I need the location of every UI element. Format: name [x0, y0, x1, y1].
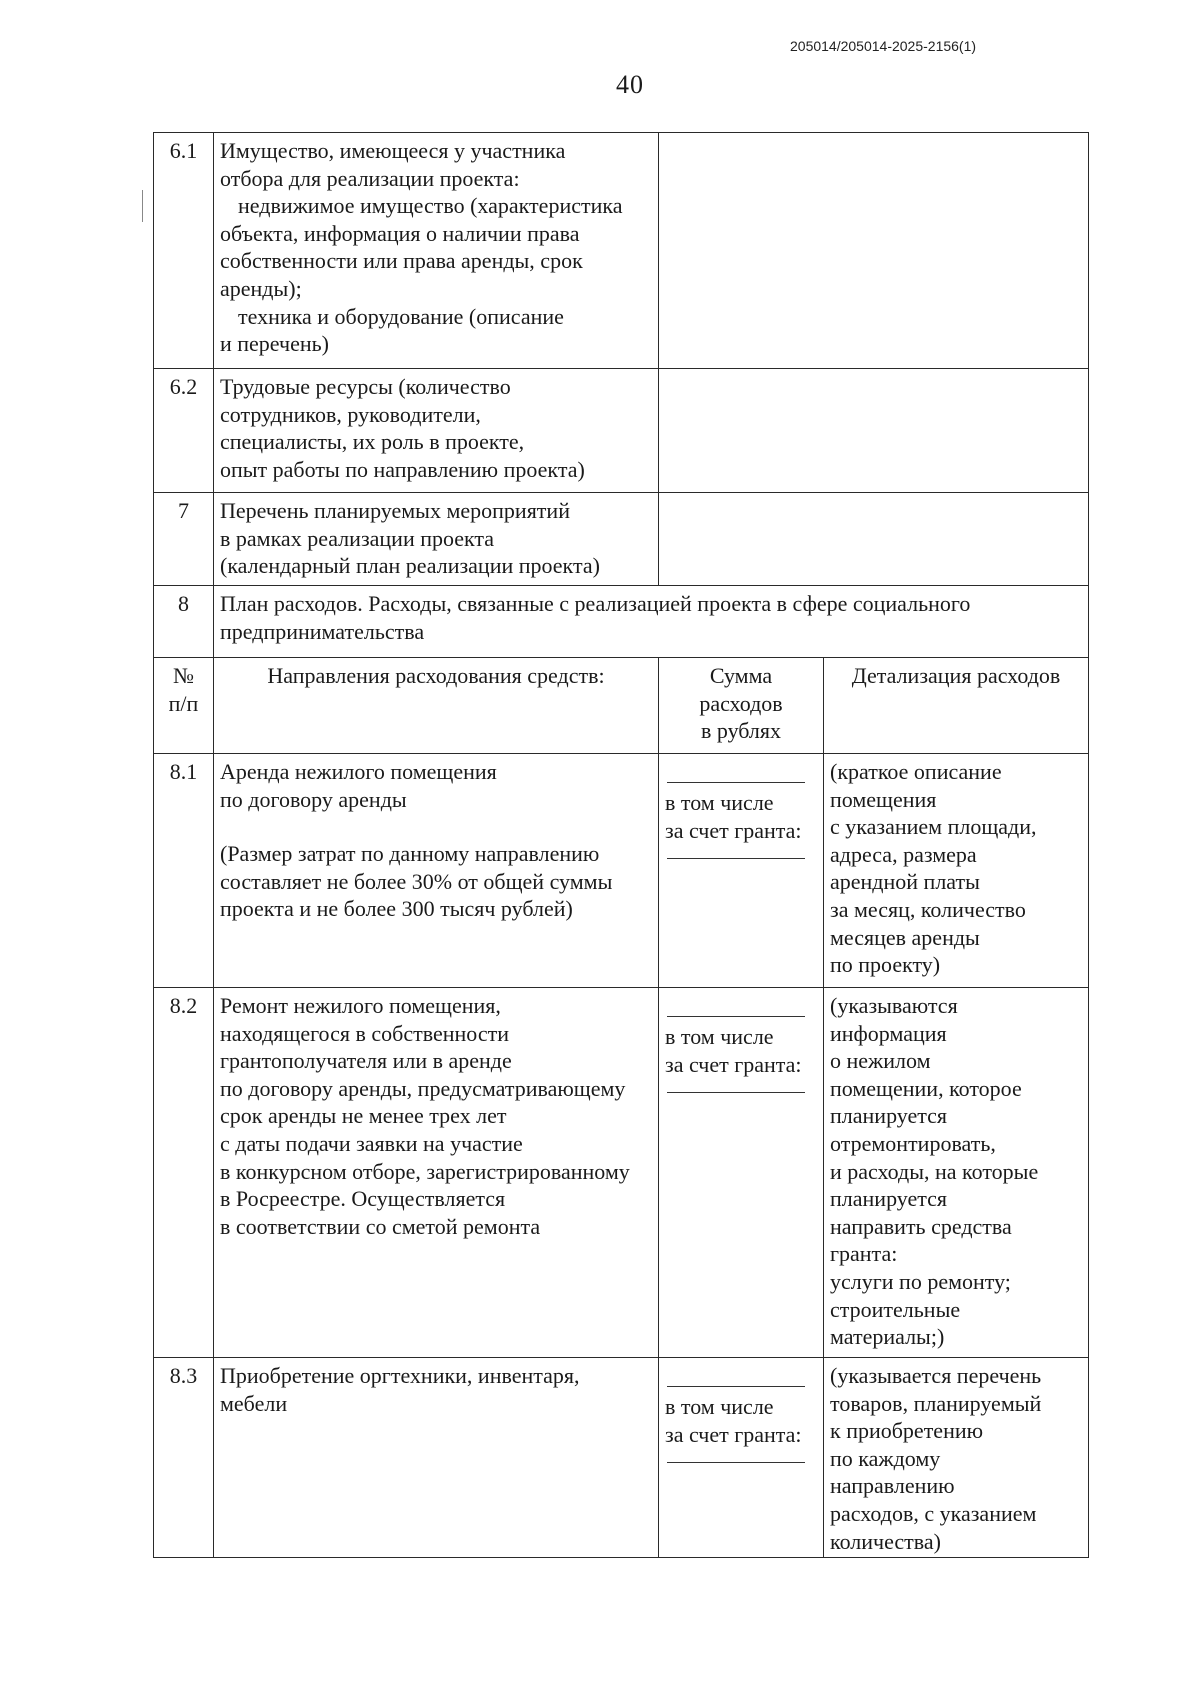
text-line: Трудовые ресурсы (количество [220, 374, 511, 399]
text-line: № [173, 663, 194, 688]
text-line: Ремонт нежилого помещения, [220, 993, 501, 1018]
grant-label: за счет гранта: [665, 1051, 802, 1077]
text-line: Имущество, имеющееся у участника [220, 138, 566, 163]
header-direction [214, 658, 659, 754]
sum-cell[interactable] [659, 1358, 824, 1558]
answer-cell[interactable] [659, 369, 1089, 493]
text-line: направить средства [830, 1213, 1012, 1239]
text-line: по проекту) [830, 952, 941, 978]
text-line: в конкурсном отборе, зарегистрированному [220, 1158, 630, 1184]
text-line: товаров, планируемый [830, 1390, 1042, 1416]
grant-label: за счет гранта: [665, 817, 802, 843]
text-line: грантополучателя или в аренде [220, 1048, 512, 1074]
text-line: предпринимательства [220, 618, 425, 644]
sum-grant-blank[interactable] [667, 844, 805, 859]
text-line: сотрудников, руководители, [220, 401, 481, 427]
text-line: за месяц, количество [830, 896, 1026, 922]
text-line: План расходов. Расходы, связанные с реализацией проекта в сфере социального [220, 591, 971, 616]
row-description [214, 493, 659, 586]
text-line: проекта и не более 300 тысяч рублей) [220, 896, 573, 922]
row-direction [214, 754, 659, 988]
text-line: и перечень) [220, 331, 329, 357]
text-line: о нежилом [830, 1048, 931, 1074]
text-line: (указывается перечень [830, 1363, 1042, 1388]
text-line: и расходы, на которые [830, 1158, 1039, 1184]
grant-label: за счет гранта: [665, 1421, 802, 1447]
text-line: в Росреестре. Осуществляется [220, 1186, 506, 1212]
sum-total-blank[interactable] [667, 1362, 805, 1387]
text-line: мебели [220, 1390, 288, 1416]
row-number: 7 [154, 493, 214, 586]
text-line: Приобретение оргтехники, инвентаря, [220, 1363, 580, 1388]
text-line: техника и оборудование (описание [238, 303, 564, 329]
row-description [214, 133, 659, 369]
expense-row-8-3 [154, 1358, 1089, 1558]
text-line: помещении, которое [830, 1075, 1022, 1101]
sum-grant-blank[interactable] [667, 1448, 805, 1463]
text-line: к приобретению [830, 1418, 984, 1444]
answer-cell[interactable] [659, 133, 1089, 369]
text-line: (указываются [830, 993, 958, 1018]
text-line: информация [830, 1020, 947, 1046]
row-6-1 [154, 133, 1089, 369]
text-line: материалы;) [830, 1324, 945, 1350]
text-line: месяцев аренды [830, 924, 980, 950]
text-line: п/п [168, 690, 199, 716]
text-line: арендной платы [830, 869, 980, 895]
text-line: срок аренды не менее трех лет [220, 1103, 507, 1129]
text-line: опыт работы по направлению проекта) [220, 456, 585, 482]
text-line: в соответствии со сметой ремонта [220, 1213, 541, 1239]
text-line: по договору аренды [220, 786, 407, 812]
document-id: 205014/205014-2025-2156(1) [790, 38, 977, 54]
text-line: адреса, размера [830, 841, 977, 867]
row-description [214, 369, 659, 493]
text-line: (Размер затрат по данному направлению [220, 841, 600, 867]
expense-row-8-2 [154, 988, 1089, 1358]
text-line: аренды); [220, 275, 302, 301]
text-line: по договору аренды, предусматривающему [220, 1075, 626, 1101]
text-line: гранта: [830, 1241, 898, 1267]
text-line: строительные [830, 1296, 961, 1322]
text-line: (календарный план реализации проекта) [220, 553, 600, 579]
header-detail [824, 658, 1089, 754]
text-line: услуги по ремонту; [830, 1268, 1011, 1294]
text-line: с даты подачи заявки на участие [220, 1130, 523, 1156]
page-number: 40 [616, 70, 644, 99]
text-line: отремонтировать, [830, 1130, 996, 1156]
text-line: направлению [830, 1473, 955, 1499]
text-line: в рамках реализации проекта [220, 525, 495, 551]
row-direction [214, 1358, 659, 1558]
detail-cell [824, 988, 1089, 1358]
text-line: Направления расходования средств: [267, 663, 605, 688]
sum-grant-blank[interactable] [667, 1078, 805, 1093]
text-line: (краткое описание [830, 759, 1002, 784]
row-number: 8.2 [154, 988, 214, 1358]
text-line: расходов [699, 690, 783, 716]
text-line: объекта, информация о наличии права [220, 220, 580, 246]
text-line: по каждому [830, 1445, 941, 1471]
scan-artifact-line [142, 190, 143, 222]
text-line: недвижимое имущество (характеристика [238, 193, 623, 219]
row-number: 8.1 [154, 754, 214, 988]
grant-label: в том числе [665, 1024, 774, 1049]
sum-total-blank[interactable] [667, 758, 805, 783]
text-line: с указанием площади, [830, 814, 1037, 840]
row-number: 6.2 [154, 369, 214, 493]
spacer [220, 813, 652, 840]
detail-cell [824, 1358, 1089, 1558]
row-number: 8 [154, 586, 214, 658]
text-line: составляет не более 30% от общей суммы [220, 868, 613, 894]
row-number: 6.1 [154, 133, 214, 369]
text-line: Сумма [709, 663, 773, 688]
expense-row-8-1 [154, 754, 1089, 988]
text-line: Перечень планируемых мероприятий [220, 498, 570, 523]
section-title [214, 586, 1089, 658]
text-line: отбора для реализации проекта: [220, 165, 520, 191]
sum-total-blank[interactable] [667, 992, 805, 1017]
header-number [154, 658, 214, 754]
row-6-2 [154, 369, 1089, 493]
text-line: Аренда нежилого помещения [220, 759, 497, 784]
text-line: в рублях [700, 718, 782, 744]
row-direction [214, 988, 659, 1358]
grant-label: в том числе [665, 790, 774, 815]
text-line: собственности или права аренды, срок [220, 248, 583, 274]
header-sum [659, 658, 824, 754]
row-number: 8.3 [154, 1358, 214, 1558]
row-7 [154, 493, 1089, 586]
text-line: расходов, с указанием [830, 1500, 1037, 1526]
text-line: помещения [830, 786, 937, 812]
answer-cell[interactable] [659, 493, 1089, 586]
sum-cell[interactable] [659, 988, 824, 1358]
row-8 [154, 586, 1089, 658]
application-form-table [153, 132, 1089, 1558]
text-line: планируется [830, 1103, 948, 1129]
text-line: специалисты, их роль в проекте, [220, 429, 525, 455]
text-line: планируется [830, 1186, 948, 1212]
text-line: количества) [830, 1528, 941, 1554]
sum-cell[interactable] [659, 754, 824, 988]
grant-label: в том числе [665, 1394, 774, 1419]
expense-table-header [154, 658, 1089, 754]
text-line: находящегося в собственности [220, 1020, 509, 1046]
detail-cell [824, 754, 1089, 988]
text-line: Детализация расходов [851, 663, 1061, 688]
